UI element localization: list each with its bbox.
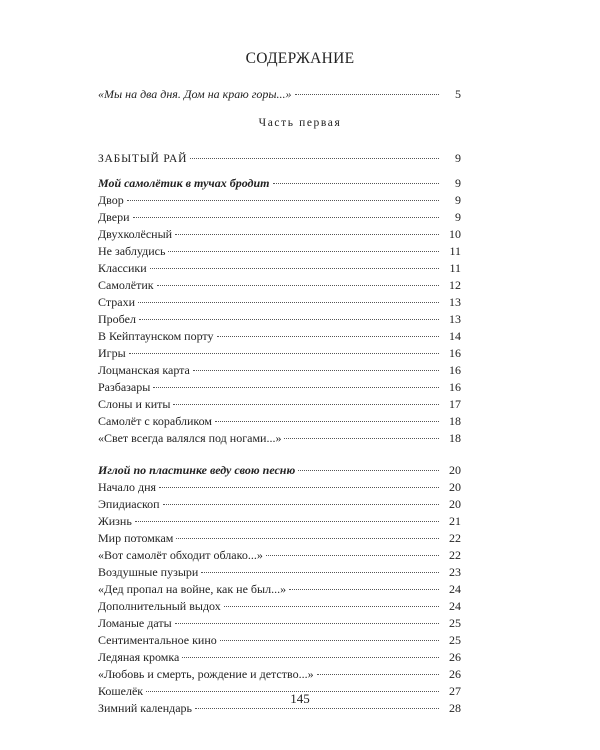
toc-entry-page: 9	[455, 176, 461, 190]
toc-entry	[98, 413, 461, 429]
toc-entry	[98, 226, 461, 242]
dot-leader	[133, 217, 439, 218]
toc-entry-page: 25	[449, 633, 461, 647]
toc-entry-page: 16	[449, 380, 461, 394]
toc-entry	[98, 294, 461, 310]
toc-entry	[98, 530, 461, 546]
dot-leader	[168, 251, 439, 252]
toc-entry-page: 22	[449, 548, 461, 562]
toc-entry-page: 10	[449, 227, 461, 241]
toc-entry-label: Ломаные даты	[98, 616, 172, 630]
toc-entry	[98, 598, 461, 614]
dot-leader	[159, 487, 439, 488]
toc-entry-page: 9	[455, 151, 461, 165]
toc-entry	[98, 564, 461, 580]
toc-entry-page: 26	[449, 650, 461, 664]
toc-entry	[98, 396, 461, 412]
toc-entry	[98, 243, 461, 259]
page-number: 145	[290, 691, 310, 706]
toc-entry	[98, 311, 461, 327]
dot-leader	[190, 158, 439, 159]
toc-entry-page: 21	[449, 514, 461, 528]
page-title: СОДЕРЖАНИЕ	[245, 50, 355, 67]
toc-entry-page: 23	[449, 565, 461, 579]
dot-leader	[138, 302, 439, 303]
dot-leader	[273, 183, 440, 184]
toc-entry	[98, 277, 461, 293]
toc-entry-page: 18	[449, 414, 461, 428]
toc-entry-page: 13	[449, 295, 461, 309]
toc-entry-page: 22	[449, 531, 461, 545]
toc-entry-label: Сентиментальное кино	[98, 633, 217, 647]
toc-entry-label: Слоны и киты	[98, 397, 171, 411]
toc-entry-label: «Вот самолёт обходит облако...»	[98, 548, 263, 562]
toc-entry-page: 24	[449, 582, 461, 596]
toc-entry	[98, 581, 461, 597]
toc-entry-label: Мир потомкам	[98, 531, 174, 545]
toc-entry-page: 25	[449, 616, 461, 630]
dot-leader	[176, 538, 439, 539]
toc-entry	[98, 430, 461, 446]
toc-entry	[98, 666, 461, 682]
toc-entry	[98, 632, 461, 648]
toc-entry-label: Дополнительный выдох	[98, 599, 221, 613]
toc-entry-label: «Дед пропал на войне, как не был...»	[98, 582, 287, 596]
dot-leader	[195, 708, 439, 709]
toc-entry-label: Пробел	[98, 312, 136, 326]
toc-entry	[98, 209, 461, 225]
toc-entry-label: Двор	[98, 193, 124, 207]
toc-entry-page: 20	[449, 480, 461, 494]
toc-entry-label: Самолётик	[98, 278, 154, 292]
dot-leader	[298, 470, 439, 471]
toc-entry-page: 26	[449, 667, 461, 681]
toc-entry-label: Игры	[98, 346, 126, 360]
toc-entry-label: Зимний календарь	[98, 701, 193, 715]
toc-entry-epigraph	[98, 86, 461, 102]
toc-entry-label: Воздушные пузыри	[98, 565, 199, 579]
toc-entry-label: «Любовь и смерть, рождение и детство...»	[98, 667, 314, 681]
dot-leader	[201, 572, 439, 573]
toc-entry	[98, 328, 461, 344]
toc-entry-label: «Мы на два дня. Дом на краю горы...»	[98, 87, 292, 101]
dot-leader	[295, 94, 439, 95]
dot-leader	[317, 674, 439, 675]
dot-leader	[266, 555, 439, 556]
toc-chapter-heading	[98, 462, 461, 478]
toc-entry-page: 11	[449, 244, 461, 258]
toc-entry	[98, 496, 461, 512]
toc-entry-label: Мой самолётик в тучах бродит	[98, 176, 270, 190]
toc-entry	[98, 615, 461, 631]
toc-entry-label: Страхи	[98, 295, 135, 309]
toc-entry-label: Иглой по пластинке веду свою песню	[98, 463, 296, 477]
toc-entry	[98, 379, 461, 395]
toc-entry-label: ЗАБЫТЫЙ РАЙ	[98, 153, 188, 165]
toc-entry-label: В Кейптаунском порту	[98, 329, 214, 343]
part-heading: Часть первая	[258, 117, 342, 129]
toc-entry-page: 11	[449, 261, 461, 275]
toc-section-heading	[98, 150, 461, 166]
dot-leader	[175, 623, 439, 624]
dot-leader	[139, 319, 439, 320]
toc-entry-label: Двери	[98, 210, 130, 224]
toc-entry-page: 18	[449, 431, 461, 445]
toc-entry-label: Эпидиаскоп	[98, 497, 160, 511]
toc-entry	[98, 345, 461, 361]
toc-entry-page: 5	[455, 87, 461, 101]
toc-entry-label: Кошелёк	[98, 684, 144, 698]
dot-leader	[289, 589, 439, 590]
toc-entry-page: 28	[449, 701, 461, 715]
toc-entry-page: 16	[449, 346, 461, 360]
dot-leader	[135, 521, 439, 522]
toc-entry-page: 14	[449, 329, 461, 343]
dot-leader	[173, 404, 439, 405]
dot-leader	[182, 657, 439, 658]
toc-entry-label: Начало дня	[98, 480, 157, 494]
toc-entry-label: «Свет всегда валялся под ногами...»	[98, 431, 282, 445]
dot-leader	[163, 504, 439, 505]
dot-leader	[193, 370, 439, 371]
toc-entry-page: 9	[455, 210, 461, 224]
dot-leader	[127, 200, 439, 201]
toc-chapter-heading	[98, 175, 461, 191]
dot-leader	[217, 336, 439, 337]
toc-entry-page: 12	[449, 278, 461, 292]
toc-entry	[98, 513, 461, 529]
toc-entry	[98, 260, 461, 276]
toc-entry-label: Ледяная кромка	[98, 650, 180, 664]
dot-leader	[215, 421, 439, 422]
toc-entry	[98, 362, 461, 378]
dot-leader	[175, 234, 439, 235]
toc-entry-page: 17	[449, 397, 461, 411]
toc-entry	[98, 192, 461, 208]
dot-leader	[284, 438, 439, 439]
toc-entry-label: Жизнь	[98, 514, 132, 528]
dot-leader	[220, 640, 439, 641]
toc-entry-page: 20	[449, 463, 461, 477]
toc-entry-label: Двухколёсный	[98, 227, 173, 241]
toc-entry	[98, 547, 461, 563]
toc-entry-page: 9	[455, 193, 461, 207]
toc-entry-label: Не заблудись	[98, 244, 166, 258]
toc-entry-label: Лоцманская карта	[98, 363, 190, 377]
toc-entry	[98, 479, 461, 495]
toc-entry-page: 24	[449, 599, 461, 613]
toc-entry-page: 13	[449, 312, 461, 326]
toc-entry-page: 20	[449, 497, 461, 511]
dot-leader	[129, 353, 439, 354]
dot-leader	[150, 268, 439, 269]
toc-entry-label: Самолёт с корабликом	[98, 414, 212, 428]
dot-leader	[157, 285, 439, 286]
toc-entry	[98, 649, 461, 665]
dot-leader	[153, 387, 439, 388]
toc-entry-label: Разбазары	[98, 380, 151, 394]
toc-entry-label: Классики	[98, 261, 147, 275]
toc-entry-page: 27	[449, 684, 461, 698]
toc-entry-page: 16	[449, 363, 461, 377]
dot-leader	[224, 606, 439, 607]
